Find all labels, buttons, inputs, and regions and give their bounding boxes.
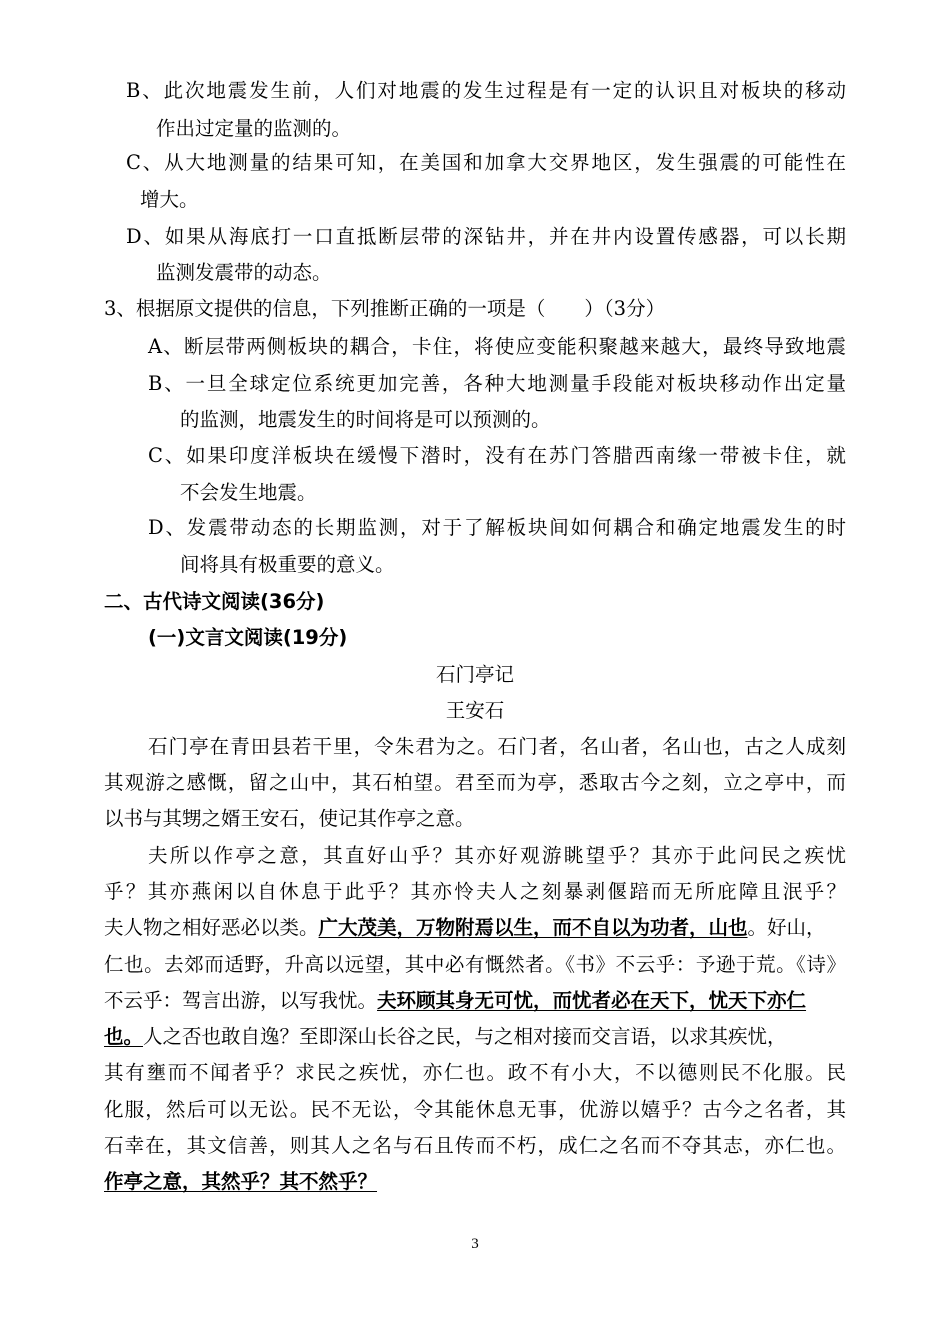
- paragraph2-line9: 石幸在，其文信善，则其人之名与石且传而不朽，成仁之名而不夺其志，亦仁也。: [104, 1134, 846, 1157]
- paragraph2-line3: [104, 915, 846, 941]
- paragraph2-line7: 其有壅而不闻者乎？求民之疾忧，亦仁也。政不有小大，不以德则民不化服。民: [104, 1061, 846, 1084]
- q3-option-b-line2: 的监测，地震发生的时间将是可以预测的。: [180, 408, 551, 431]
- subsection-heading: (一)文言文阅读(19分): [148, 626, 348, 649]
- q2-option-d-line2: 监测发震带的动态。: [156, 261, 332, 284]
- paragraph2-line10-underlined: 作亭之意，其然乎？其不然乎？: [104, 1170, 378, 1193]
- paragraph2-line2: 乎？其亦燕闲以自休息于此乎？其亦怜夫人之刻暴剥偃踣而无所庇障且泯乎？: [104, 880, 846, 903]
- paragraph1-line1: 石门亭在青田县若干里，令朱君为之。石门者，名山者，名山也，古之人成刻: [148, 735, 846, 758]
- q3-option-d-line2: 间将具有极重要的意义。: [180, 553, 395, 576]
- q3-option-d-line1: D、发震带动态的长期监测，对于了解板块间如何耦合和确定地震发生的时: [148, 516, 846, 539]
- page-number: 3: [471, 1236, 479, 1252]
- paragraph2-line4: 仁也。去郊而适野，升高以远望，其中必有慨然者。《书》不云乎：予逊于荒。《诗》: [104, 953, 846, 976]
- paragraph2-line6: [104, 1024, 846, 1050]
- paragraph2-line8: 化服，然后可以无讼。民不无讼，令其能休息无事，优游以嬉乎？古今之名者，其: [104, 1098, 846, 1121]
- q2-option-b-line2: 作出过定量的监测的。: [156, 117, 352, 140]
- passage-author: 王安石: [445, 699, 505, 722]
- q3-option-a: A、断层带两侧板块的耦合，卡住，将使应变能积聚越来越大，最终导致地震: [148, 335, 846, 358]
- paragraph1-line2: 其观游之感慨，留之山中，其石柏望。君至而为亭，悉取古今之刻，立之亭中，而: [104, 771, 846, 794]
- q2-option-d-line1: D、如果从海底打一口直抵断层带的深钻井，并在井内设置传感器，可以长期: [126, 225, 846, 248]
- q3-option-b-line1: B、一旦全球定位系统更加完善，各种大地测量手段能对板块移动作出定量: [148, 372, 846, 395]
- q2-option-c-line1: C、从大地测量的结果可知，在美国和加拿大交界地区，发生强震的可能性在: [126, 151, 846, 174]
- underlined-sentence: 广大茂美，万物附焉以生，而不自以为功者，山也: [318, 916, 748, 939]
- plain-text: 人之否也敢自逸？至即深山长谷之民，与之相对接而交言语，以求其疾忧，: [143, 1025, 787, 1048]
- underlined-sentence-end: 也。: [104, 1025, 144, 1048]
- q3-option-c-line1: C、如果印度洋板块在缓慢下潜时，没有在苏门答腊西南缘一带被卡住，就: [148, 444, 846, 467]
- q3-stem: 3、根据原文提供的信息，下列推断正确的一项是（ ）（3分）: [104, 297, 666, 320]
- plain-text: 夫人物之相好恶必以类。: [104, 916, 319, 939]
- paragraph2-line1: 夫所以作亭之意，其直好山乎？其亦好观游眺望乎？其亦于此问民之疾忧: [148, 844, 846, 867]
- plain-text: 不云乎：驾言出游，以写我忧。: [104, 989, 378, 1012]
- plain-text: 。好山，: [747, 916, 826, 939]
- section-heading: 二、古代诗文阅读(36分): [104, 590, 325, 613]
- paragraph1-line3: 以书与其甥之婿王安石，使记其作亭之意。: [104, 807, 475, 830]
- paragraph2-line5: [104, 988, 846, 1014]
- q3-option-c-line2: 不会发生地震。: [180, 481, 317, 504]
- q2-option-b-line1: B、此次地震发生前，人们对地震的发生过程是有一定的认识且对板块的移动: [126, 79, 846, 102]
- underlined-sentence: 夫环顾其身无可忧，而忧者必在天下，忧天下亦仁: [377, 989, 807, 1012]
- q2-option-c-line2: 增大。: [140, 188, 199, 211]
- passage-title: 石门亭记: [435, 663, 514, 686]
